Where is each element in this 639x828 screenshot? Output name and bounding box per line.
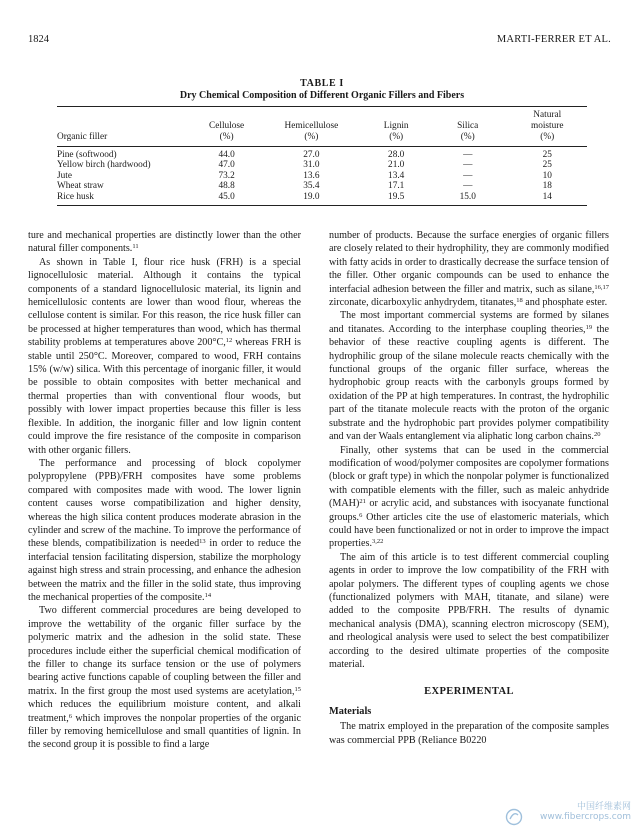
cell-filler: Jute: [57, 170, 72, 181]
table-label: TABLE I: [300, 78, 344, 89]
cell-lignin: 13.4: [388, 170, 405, 181]
table-title: Dry Chemical Composition of Different Organic Fillers and Fibers: [179, 90, 465, 101]
right-column: [329, 229, 609, 747]
cell-filler: Wheat straw: [57, 181, 104, 192]
cell-hemicellulose: 27.0: [303, 150, 320, 160]
running-head: [28, 34, 611, 48]
cell-silica: 15.0: [459, 191, 476, 202]
cell-filler: Rice husk: [57, 191, 94, 202]
cell-moisture: 25: [542, 160, 552, 171]
table-bottom-rule: [57, 205, 587, 206]
cell-cellulose: 44.0: [218, 150, 235, 160]
cell-lignin: 28.0: [388, 150, 405, 160]
subsection-heading-materials: Materials: [329, 705, 372, 717]
cell-hemicellulose: 35.4: [303, 181, 320, 192]
cell-hemicellulose: 19.0: [303, 191, 320, 202]
table-row: [57, 192, 587, 205]
table-caption: [57, 78, 587, 102]
cell-moisture: 14: [542, 191, 552, 202]
cell-moisture: 25: [542, 150, 552, 160]
paragraph: Two different commercial procedures are being developed to improve the wettability of the organic filler surface by the polymeric matrix and the adhesion in the solid state. These procedures include either the superficial chemical modification of the filler to change its surface tension or the use of polymers bearing active functions capable of coupling between the filler and matrix. In the first group the most used systems are acetylation,$^{15}$ which reduces the equilibrium moisture content, and alkali treatment,$^6$ which improves the nonpolar properties of the organic filler by removing hemicellulose and small quantities of lignin. In the second group it is possible to find a large: [28, 605, 301, 751]
cell-lignin: 17.1: [388, 181, 405, 192]
table-row: [57, 181, 587, 191]
section-heading-experimental: EXPERIMENTAL: [424, 686, 514, 698]
table-1: [57, 78, 587, 206]
cell-cellulose: 73.2: [218, 170, 235, 181]
paragraph: number of products. Because the surface energies of organic fillers are closely related to their hydrophility, they are commonly modified with fatty acids in order to drastically decrease the surface tension of the filler. Other organic compounds can be used to enhance the interfacial adhesion between the filler and matrix, such as silane,$^{16,17}$ zirconate, dicarboxylic anhydrydem, titanates,$^{18}$ and phosphate ester.: [329, 230, 609, 309]
paragraph: The most important commercial systems are formed by silanes and titanates. According to the interphase coupling theories,$^{19}$ the behavior of these reactive coupling agents is different. The hydrophilic group of the silane molecule reacts chemically with the functional groups of the organic filler surface, whereas the hydrophobic group reacts with the carbonyls groups formed by oxidation of the PP at high temperatures. In contrast, the hydrophilic part of the titanate molecule reacts with the proton of the organic substrate and the hydrophobic part provides polymer compatibility and van der Waals entanglement via aliphatic long carbon chains.$^{20}$: [329, 310, 609, 443]
cell-cellulose: 45.0: [218, 191, 235, 202]
table-row: [57, 147, 587, 161]
col-header-hemicellulose: Hemicellulose (%): [284, 121, 339, 142]
cell-cellulose: 47.0: [218, 160, 235, 171]
table-row: [57, 160, 587, 170]
cell-hemicellulose: 13.6: [303, 170, 320, 181]
site-watermark: [481, 802, 631, 824]
col-header-organic-filler: Organic filler: [57, 132, 108, 142]
cell-lignin: 21.0: [388, 160, 405, 171]
watermark-line-1: 中国纤维素网: [576, 802, 631, 812]
watermark-logo-icon: [505, 808, 523, 826]
paragraph: As shown in Table I, flour rice husk (FRH) is a special lignocellulosic material. Although it contains the typical components of a standard lignocellulosic material, its lignin and hemicellulosic contents are lower than wood flour, whereas the cellulose content is similar. For this reason, the rice husk filler can be processed at higher temperatures than wood, which has thermal stability problems at temperatures above 200°C,$^{12}$ whereas FRH is stable until 250°C. Moreover, compared to wood, FRH contains 15% (w/w) silica. With this percentage of inorganic filler, it would be possible to obtain composites with better mechanical and thermal properties than with conventional flour woods, but possibly with lower impact properties because this filler is less flexible. In addition, the inorganic filler and low lignin content could improve the fire resistance of the composite in comparison with other organic fillers.: [28, 256, 301, 456]
cell-silica: —: [463, 181, 473, 192]
cell-moisture: 10: [542, 170, 552, 181]
cell-lignin: 19.5: [388, 191, 405, 202]
col-header-silica: Silica (%): [457, 121, 479, 142]
cell-cellulose: 48.8: [218, 181, 235, 192]
cell-filler: Yellow birch (hardwood): [57, 160, 151, 171]
col-header-lignin: Lignin (%): [383, 121, 409, 142]
composition-table: [57, 107, 587, 205]
paragraph: Finally, other systems that can be used in the commercial modification of wood/polymer composites are copolymer formations (block or graft type) in which the nonpolar polymer is functionalized with compatible elements with the filler, such as maleic anhydride (MAH)$^{21}$ or acrylic acid, and substances with isocyanate functional groups.$^6$ Other articles cite the use of elastomeric materials, which could have been functionalized or not in order to improve the impact properties.$^{3,22}$: [329, 444, 609, 550]
paragraph: The performance and processing of block copolymer polypropylene (PPB)/FRH composites have some problems compared with composites made with wood. The lower lignin content causes worse compatibilization and higher density, whereas the high silica content produces moderate abrasion in the cylinder and screw of the machine. To improve the performance of these blends, compatibilization is needed$^{13}$ in order to reduce the interfacial tension facilitating dispersion, stabilize the morphology against high stress and strain processing, and enhance the adhesion between the matrix and the filler in the solid state, thus improving the mechanical properties of the composite.$^{14}$: [28, 457, 301, 603]
watermark-line-2: www.fibercrops.com: [540, 812, 631, 822]
table-header-row: [57, 107, 587, 147]
page-number: 1824: [28, 34, 49, 45]
table-row: [57, 171, 587, 181]
col-header-cellulose: Cellulose (%): [209, 121, 245, 142]
cell-silica: —: [463, 170, 473, 181]
paragraph: ture and mechanical properties are distinctly lower than the other natural filler components.$^{11}$: [28, 230, 301, 255]
col-header-natural-moisture: Natural moisture (%): [530, 110, 564, 142]
cell-silica: —: [463, 150, 473, 160]
paragraph: The aim of this article is to test different commercial coupling agents in order to improve the low compatibility of the FRH with apolar polymers. The different types of coupling agents we chose (functionalized polymers with MAH, titanate, and silane) were added to the composite PPB/FRH. The results of dynamic mechanical analysis (DMA), scanning electron microscopy (SEM), and rheological analysis were used to select the best compatibilizer according to the desired ultimate properties of the composite material.: [329, 551, 609, 670]
cell-silica: —: [463, 160, 473, 171]
paragraph: The matrix employed in the preparation of the composite samples was commercial PPB (Reliance B0220: [329, 721, 609, 746]
cell-moisture: 18: [542, 181, 552, 192]
running-authors: MARTI-FERRER ET AL.: [496, 34, 611, 45]
cell-hemicellulose: 31.0: [303, 160, 320, 171]
cell-filler: Pine (softwood): [57, 150, 117, 160]
left-column: [28, 229, 301, 752]
